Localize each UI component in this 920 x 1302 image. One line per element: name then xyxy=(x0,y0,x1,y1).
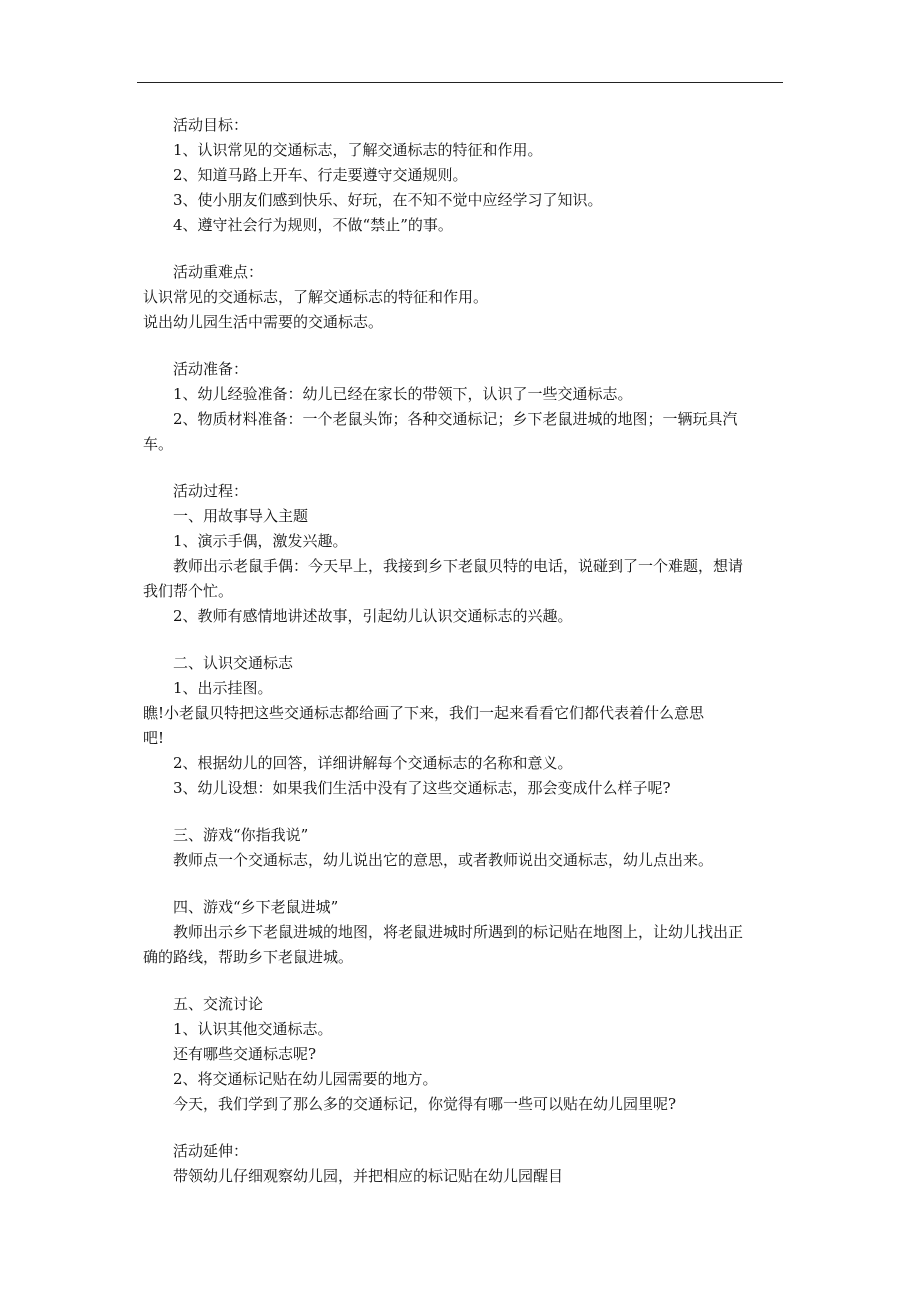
section-heading-process: 活动过程： xyxy=(173,482,249,500)
process-line: 今天，我们学到了那么多的交通标记，你觉得有哪一些可以贴在幼儿园里呢? xyxy=(173,1095,677,1113)
process-line: 教师点一个交通标志，幼儿说出它的意思，或者教师说出交通标志，幼儿点出来。 xyxy=(173,851,714,869)
process-part-title: 二、认识交通标志 xyxy=(173,654,294,672)
process-line: 瞧!小老鼠贝特把这些交通标志都给画了下来，我们一起来看看它们都代表着什么意思 xyxy=(143,704,705,722)
process-line: 3、幼儿设想：如果我们生活中没有了这些交通标志，那会变成什么样子呢? xyxy=(173,779,671,797)
process-line: 教师出示老鼠手偶：今天早上，我接到乡下老鼠贝特的电话，说碰到了一个难题，想请 xyxy=(173,557,744,575)
goal-item: 4、遵守社会行为规则，不做“禁止”的事。 xyxy=(173,216,453,234)
preparation-item-continued: 车。 xyxy=(143,435,174,453)
section-heading-keypoints: 活动重难点： xyxy=(173,263,264,281)
preparation-item: 2、物质材料准备：一个老鼠头饰；各种交通标记；乡下老鼠进城的地图；一辆玩具汽 xyxy=(173,410,738,428)
process-line-continued: 吧! xyxy=(143,729,165,747)
process-line: 1、认识其他交通标志。 xyxy=(173,1020,333,1038)
keypoint-item: 说出幼儿园生活中需要的交通标志。 xyxy=(143,313,384,331)
document-body xyxy=(143,113,785,1189)
process-part-title: 三、游戏“你指我说” xyxy=(173,826,309,844)
process-line: 2、根据幼儿的回答，详细讲解每个交通标志的名称和意义。 xyxy=(173,754,573,772)
process-line: 1、演示手偶，激发兴趣。 xyxy=(173,532,348,550)
section-heading-preparation: 活动准备： xyxy=(173,360,249,378)
process-line-continued: 确的路线，帮助乡下老鼠进城。 xyxy=(143,948,354,966)
process-line: 1、出示挂图。 xyxy=(173,679,273,697)
process-line: 还有哪些交通标志呢? xyxy=(173,1045,317,1063)
goal-item: 1、认识常见的交通标志，了解交通标志的特征和作用。 xyxy=(173,141,543,159)
process-part-title: 一、用故事导入主题 xyxy=(173,507,309,525)
process-part-title: 五、交流讨论 xyxy=(173,995,264,1013)
section-heading-goals: 活动目标： xyxy=(173,116,249,134)
process-part-title: 四、游戏“乡下老鼠进城” xyxy=(173,898,339,916)
section-heading-extension: 活动延伸： xyxy=(173,1142,249,1160)
process-line: 2、将交通标记贴在幼儿园需要的地方。 xyxy=(173,1070,438,1088)
header-rule xyxy=(137,82,783,83)
goal-item: 2、知道马路上开车、行走要遵守交通规则。 xyxy=(173,166,468,184)
process-line-continued: 我们帮个忙。 xyxy=(143,582,234,600)
preparation-item: 1、幼儿经验准备：幼儿已经在家长的带领下，认识了一些交通标志。 xyxy=(173,385,633,403)
extension-text: 带领幼儿仔细观察幼儿园，并把相应的标记贴在幼儿园醒目 xyxy=(173,1167,564,1185)
keypoint-item: 认识常见的交通标志，了解交通标志的特征和作用。 xyxy=(143,288,489,306)
goal-item: 3、使小朋友们感到快乐、好玩，在不知不觉中应经学习了知识。 xyxy=(173,191,603,209)
process-line: 教师出示乡下老鼠进城的地图，将老鼠进城时所遇到的标记贴在地图上，让幼儿找出正 xyxy=(173,923,744,941)
process-line: 2、教师有感情地讲述故事，引起幼儿认识交通标志的兴趣。 xyxy=(173,607,573,625)
